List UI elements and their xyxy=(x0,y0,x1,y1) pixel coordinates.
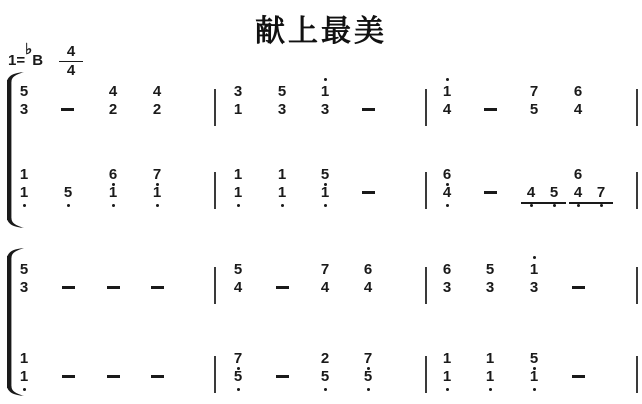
song-title: 献上最美 xyxy=(255,14,387,49)
note-digit: 7 xyxy=(596,184,606,201)
note-digit: 1 xyxy=(108,184,118,201)
held-beat-dash xyxy=(107,286,120,289)
note-digit: 1 xyxy=(277,166,287,183)
held-beat-dash xyxy=(151,375,164,378)
note-digit: 5 xyxy=(320,166,330,183)
note-digit: 6 xyxy=(573,166,583,183)
note-digit: 4 xyxy=(526,184,536,201)
note-digit: 5 xyxy=(529,101,539,118)
note-digit: 4 xyxy=(233,279,243,296)
note-digit: 3 xyxy=(320,101,330,118)
barline xyxy=(636,172,638,209)
octave-dot-low xyxy=(67,204,70,207)
note-digit: 2 xyxy=(108,101,118,118)
note-digit: 4 xyxy=(573,184,583,201)
octave-dot-low xyxy=(533,388,536,391)
note-digit: 2 xyxy=(320,350,330,367)
note-digit: 5 xyxy=(485,261,495,278)
note-digit: 6 xyxy=(108,166,118,183)
note-digit: 4 xyxy=(442,184,452,201)
held-beat-dash xyxy=(276,375,289,378)
note-digit: 7 xyxy=(320,261,330,278)
note-digit: 4 xyxy=(442,101,452,118)
barline xyxy=(636,89,638,126)
note-digit: 1 xyxy=(320,184,330,201)
note-digit: 3 xyxy=(485,279,495,296)
octave-dot-low xyxy=(553,204,556,207)
note-digit: 3 xyxy=(19,279,29,296)
barline xyxy=(425,267,427,304)
note-digit: 4 xyxy=(363,279,373,296)
note-digit: 1 xyxy=(152,184,162,201)
note-digit: 1 xyxy=(19,350,29,367)
held-beat-dash xyxy=(484,191,497,194)
note-digit: 7 xyxy=(152,166,162,183)
note-digit: 1 xyxy=(233,101,243,118)
held-beat-dash xyxy=(62,375,75,378)
barline xyxy=(636,267,638,304)
key-letter: B xyxy=(32,52,44,69)
octave-dot-low xyxy=(324,204,327,207)
note-digit: 5 xyxy=(19,83,29,100)
octave-dot-low xyxy=(237,204,240,207)
note-digit: 2 xyxy=(152,101,162,118)
note-digit: 4 xyxy=(152,83,162,100)
note-digit: 4 xyxy=(320,279,330,296)
barline xyxy=(214,89,216,126)
octave-dot-low xyxy=(446,388,449,391)
note-digit: 7 xyxy=(529,83,539,100)
octave-dot-low xyxy=(530,204,533,207)
octave-dot-low xyxy=(23,388,26,391)
note-digit: 5 xyxy=(320,368,330,385)
note-digit: 5 xyxy=(363,368,373,385)
note-digit: 5 xyxy=(549,184,559,201)
barline xyxy=(214,172,216,209)
note-digit: 7 xyxy=(233,350,243,367)
held-beat-dash xyxy=(151,286,164,289)
octave-dot-low xyxy=(112,204,115,207)
note-digit: 1 xyxy=(485,350,495,367)
note-digit: 3 xyxy=(442,279,452,296)
note-digit: 6 xyxy=(363,261,373,278)
flat-icon: ♭ xyxy=(25,41,33,58)
note-digit: 1 xyxy=(529,368,539,385)
held-beat-dash xyxy=(484,108,497,111)
time-upper: 4 xyxy=(66,43,76,60)
held-beat-dash xyxy=(107,375,120,378)
note-digit: 1 xyxy=(19,368,29,385)
octave-dot-low xyxy=(489,388,492,391)
note-digit: 1 xyxy=(233,166,243,183)
barline xyxy=(636,356,638,393)
barline xyxy=(214,267,216,304)
note-digit: 1 xyxy=(442,83,452,100)
note-digit: 6 xyxy=(573,83,583,100)
time-lower: 4 xyxy=(66,62,76,79)
note-digit: 6 xyxy=(442,166,452,183)
barline xyxy=(425,172,427,209)
note-digit: 6 xyxy=(442,261,452,278)
held-beat-dash xyxy=(62,286,75,289)
octave-dot-low xyxy=(23,204,26,207)
note-digit: 1 xyxy=(277,184,287,201)
time-signature xyxy=(59,44,83,79)
octave-dot-low xyxy=(446,204,449,207)
note-digit: 1 xyxy=(529,261,539,278)
eighth-note-beam xyxy=(569,202,613,204)
octave-dot-high xyxy=(324,78,327,81)
held-beat-dash xyxy=(276,286,289,289)
note-digit: 1 xyxy=(485,368,495,385)
octave-dot-high xyxy=(533,256,536,259)
barline xyxy=(425,89,427,126)
note-digit: 1 xyxy=(442,368,452,385)
note-digit: 3 xyxy=(233,83,243,100)
octave-dot-low xyxy=(577,204,580,207)
note-digit: 3 xyxy=(529,279,539,296)
barline xyxy=(214,356,216,393)
note-digit: 1 xyxy=(19,166,29,183)
held-beat-dash xyxy=(61,108,74,111)
octave-dot-low xyxy=(237,388,240,391)
octave-dot-low xyxy=(367,388,370,391)
note-digit: 5 xyxy=(529,350,539,367)
note-digit: 5 xyxy=(19,261,29,278)
held-beat-dash xyxy=(362,191,375,194)
held-beat-dash xyxy=(362,108,375,111)
note-digit: 3 xyxy=(19,101,29,118)
note-digit: 3 xyxy=(277,101,287,118)
note-digit: 1 xyxy=(442,350,452,367)
octave-dot-low xyxy=(324,388,327,391)
barline xyxy=(425,356,427,393)
held-beat-dash xyxy=(572,286,585,289)
note-digit: 4 xyxy=(573,101,583,118)
note-digit: 4 xyxy=(108,83,118,100)
octave-dot-low xyxy=(600,204,603,207)
note-digit: 1 xyxy=(19,184,29,201)
note-digit: 5 xyxy=(233,261,243,278)
octave-dot-low xyxy=(281,204,284,207)
key-prefix: 1= xyxy=(8,52,26,69)
note-digit: 5 xyxy=(233,368,243,385)
octave-dot-high xyxy=(446,78,449,81)
octave-dot-low xyxy=(156,204,159,207)
note-digit: 1 xyxy=(320,83,330,100)
held-beat-dash xyxy=(572,375,585,378)
note-digit: 1 xyxy=(233,184,243,201)
note-digit: 7 xyxy=(363,350,373,367)
note-digit: 5 xyxy=(277,83,287,100)
note-digit: 5 xyxy=(63,184,73,201)
eighth-note-beam xyxy=(521,202,566,204)
